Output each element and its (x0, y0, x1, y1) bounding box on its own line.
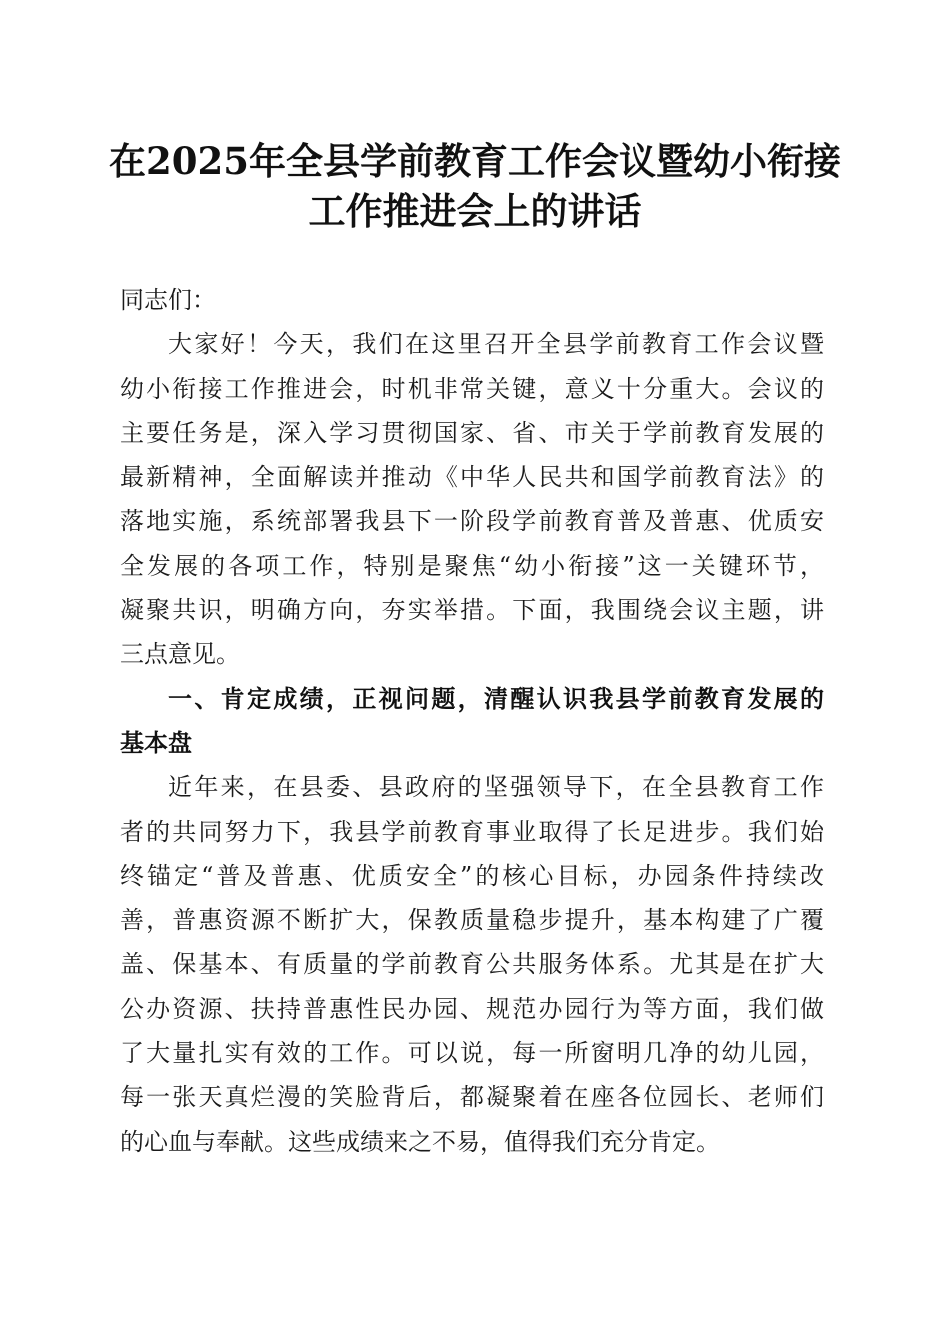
paragraph-line: 落地实施，系统部署我县下一阶段学前教育普及普惠、优质安 (120, 507, 824, 536)
document-body (120, 278, 824, 1164)
paragraph-line: 善，普惠资源不断扩大，保教质量稳步提升，基本构建了广覆 (120, 906, 824, 935)
heading-line: 一、肯定成绩，正视问题，清醒认识我县学前教育发展的 (168, 684, 824, 713)
paragraph-line: 大家好！今天，我们在这里召开全县学前教育工作会议暨 (168, 330, 824, 359)
title-line: 在2025年全县学前教育工作会议暨幼小衔接 (109, 139, 841, 183)
paragraph-line: 三点意见。 (120, 640, 240, 669)
paragraph-achievements (120, 765, 824, 1164)
paragraph-line: 每一张天真烂漫的笑脸背后，都凝聚着在座各位园长、老师们 (120, 1083, 824, 1112)
salutation: 同志们： (120, 286, 216, 314)
paragraph-line: 者的共同努力下，我县学前教育事业取得了长足进步。我们始 (120, 817, 824, 846)
document-title (100, 136, 850, 236)
paragraph-line: 近年来，在县委、县政府的坚强领导下，在全县教育工作 (168, 773, 824, 802)
paragraph-line: 幼小衔接工作推进会，时机非常关键，意义十分重大。会议的 (120, 374, 824, 403)
heading-line: 基本盘 (120, 728, 192, 757)
paragraph-line: 终锚定“普及普惠、优质安全”的核心目标，办园条件持续改 (120, 861, 824, 890)
section-heading-1 (120, 677, 824, 766)
paragraph-line: 的心血与奉献。这些成绩来之不易，值得我们充分肯定。 (120, 1127, 720, 1156)
paragraph-line: 公办资源、扶持普惠性民办园、规范办园行为等方面，我们做 (120, 994, 824, 1023)
paragraph-line: 凝聚共识，明确方向，夯实举措。下面，我围绕会议主题，讲 (120, 596, 824, 625)
title-line: 工作推进会上的讲话 (308, 189, 642, 233)
paragraph-line: 全发展的各项工作，特别是聚焦“幼小衔接”这一关键环节， (120, 551, 824, 580)
paragraph-line: 了大量扎实有效的工作。可以说，每一所窗明几净的幼儿园， (120, 1039, 824, 1068)
paragraph-line: 主要任务是，深入学习贯彻国家、省、市关于学前教育发展的 (120, 418, 824, 447)
paragraph-line: 盖、保基本、有质量的学前教育公共服务体系。尤其是在扩大 (120, 950, 824, 979)
paragraph-line: 最新精神，全面解读并推动《中华人民共和国学前教育法》的 (120, 463, 824, 492)
paragraph-opening (120, 322, 824, 676)
